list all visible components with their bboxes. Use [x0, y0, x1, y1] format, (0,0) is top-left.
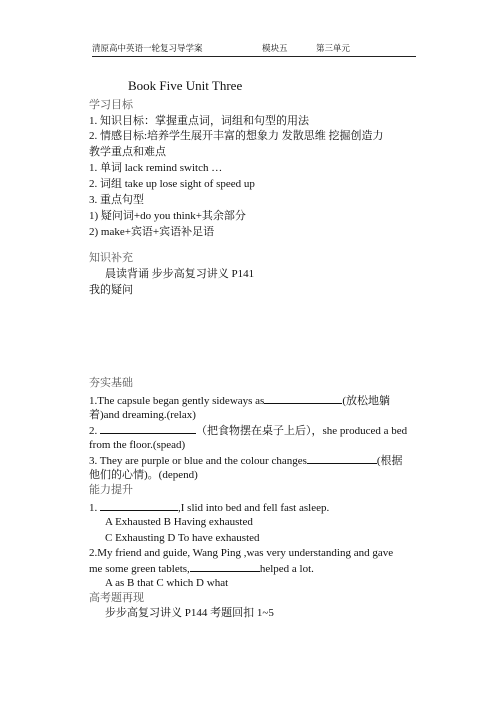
question-text: me some green tablets, — [89, 563, 190, 575]
question-hint: (根据 — [376, 455, 403, 467]
basics-question-2 — [89, 422, 420, 452]
supplement-line: 晨读背诵 步步高复习讲义 P141 — [105, 268, 255, 280]
basics-question-3 — [89, 452, 420, 482]
basics-question-1 — [89, 392, 420, 422]
question-text: 1.The capsule began gently sideways as — [89, 395, 265, 407]
option-row: A as B that C which D what — [105, 577, 229, 589]
header-course: 清原高中英语一轮复习导学案 — [92, 43, 203, 53]
header-unit: 第三单元 — [316, 43, 351, 53]
question-number: 2. — [89, 425, 100, 437]
page-title: Book Five Unit Three — [128, 78, 243, 93]
objective-item: 1. 知识目标：掌握重点词，词组和句型的用法 — [89, 115, 309, 127]
option-row: A Exhausted B Having exhausted — [105, 516, 253, 528]
supplement-heading: 知识补充 — [89, 252, 133, 264]
option-row: C Exhausting D To have exhausted — [105, 532, 260, 544]
question-text: helped a lot. — [259, 563, 314, 575]
ability-question-1 — [89, 499, 329, 515]
question-text: from the floor.(spead) — [89, 439, 186, 451]
objective-item: 1) 疑问词+do you think+其余部分 — [89, 210, 246, 222]
ability-question-2 — [89, 546, 420, 576]
question-hint: （把食物摆在桌子上后），she produced a bed — [196, 425, 408, 437]
header-module: 模块五 — [262, 43, 288, 53]
answer-blank[interactable] — [100, 422, 196, 434]
exam-line: 步步高复习讲义 P144 考题回扣 1~5 — [105, 607, 274, 619]
basics-heading: 夯实基础 — [89, 377, 133, 389]
objective-item: 3. 重点句型 — [89, 194, 144, 206]
objective-item: 1. 单词 lack remind switch … — [89, 162, 223, 174]
question-text: ,I slid into bed and fell fast asleep. — [178, 502, 330, 514]
doubt-heading: 我的疑问 — [89, 284, 133, 296]
answer-blank[interactable] — [307, 452, 377, 464]
question-text: 3. They are purple or blue and the colour changes — [89, 455, 307, 467]
objective-item: 2. 情感目标:培养学生展开丰富的想象力 发散思维 挖掘创造力 — [89, 130, 384, 142]
objectives-heading: 学习目标 — [89, 99, 133, 111]
page-header — [92, 42, 416, 57]
key-points-heading: 教学重点和难点 — [89, 146, 166, 158]
ability-heading: 能力提升 — [89, 484, 133, 496]
objective-item: 2) make+宾语+宾语补足语 — [89, 226, 215, 238]
question-number: 1. — [89, 502, 100, 514]
answer-blank[interactable] — [190, 560, 260, 572]
question-text: 着)and dreaming.(relax) — [89, 409, 196, 421]
question-text: 2.My friend and guide, Wang Ping ,was very understanding and gave — [89, 547, 394, 559]
objective-item: 2. 词组 take up lose sight of speed up — [89, 178, 255, 190]
answer-blank[interactable] — [100, 499, 178, 511]
question-text: 他们的心情)。(depend) — [89, 469, 198, 481]
question-hint: (放松地躺 — [342, 395, 391, 407]
exam-heading: 高考题再现 — [89, 592, 144, 604]
answer-blank[interactable] — [264, 392, 342, 404]
